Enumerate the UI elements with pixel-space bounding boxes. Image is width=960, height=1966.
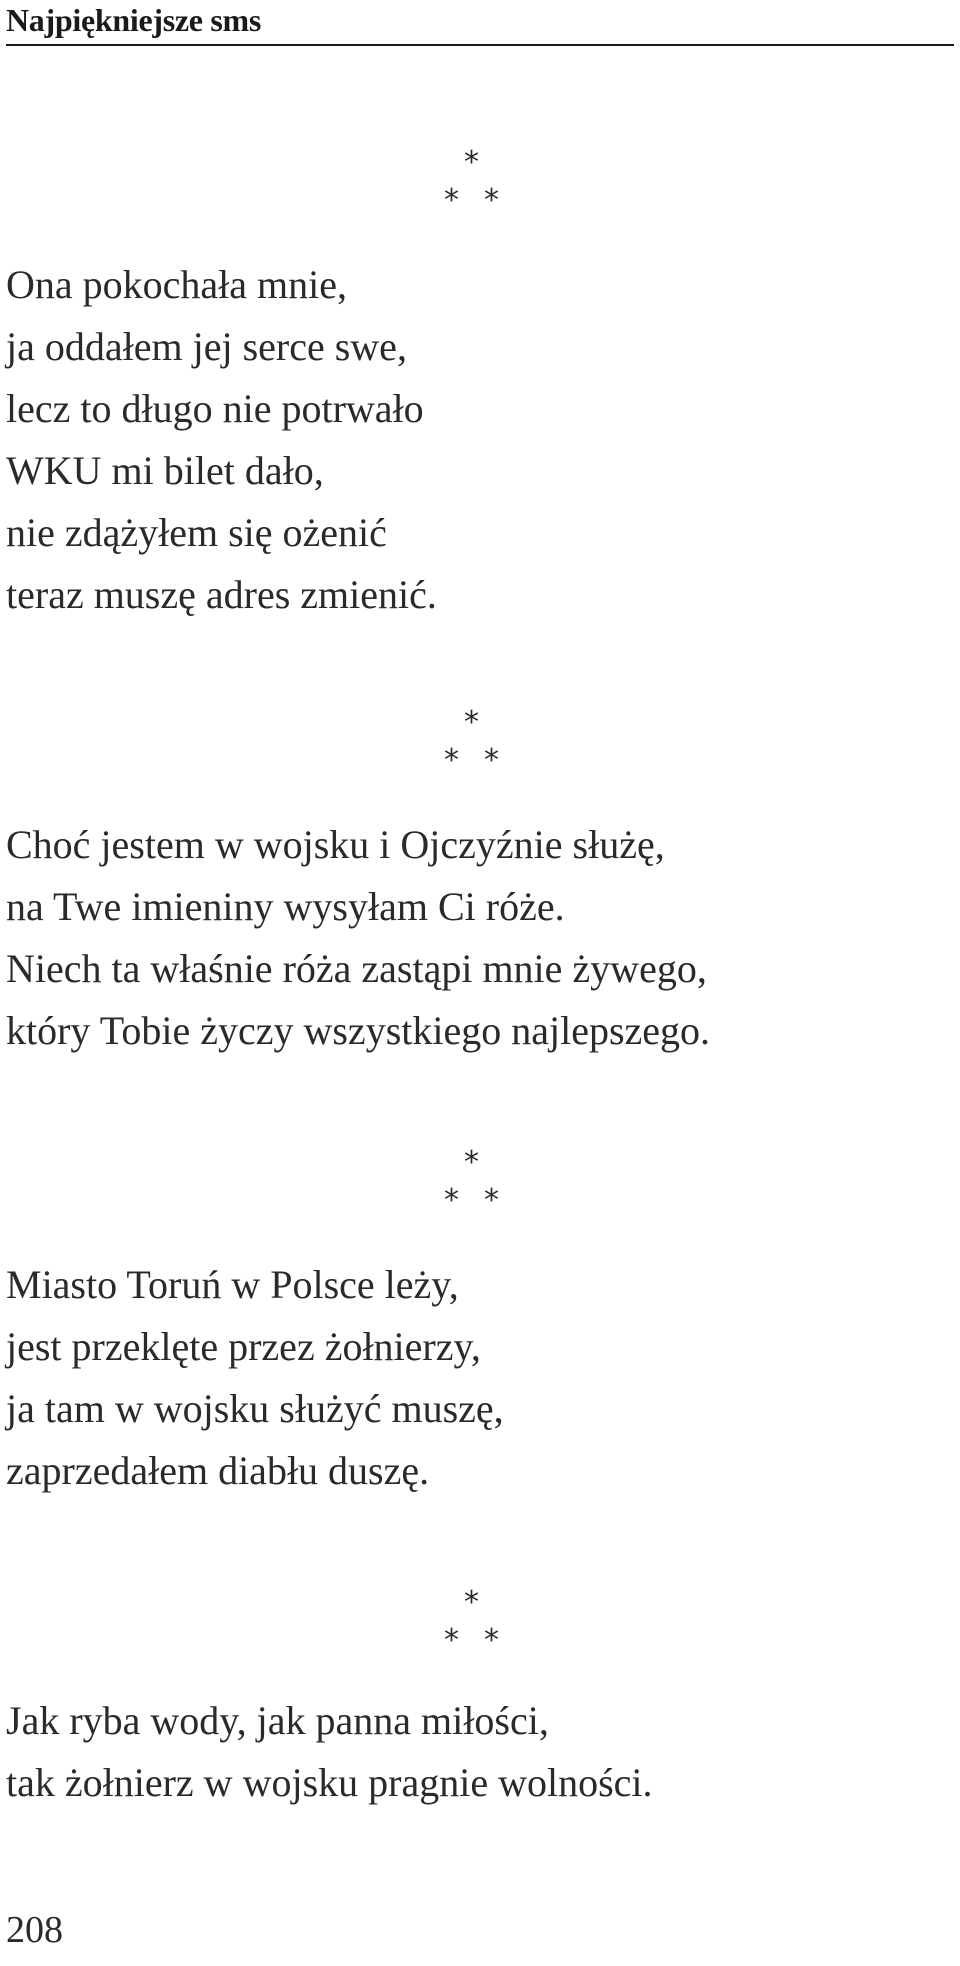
verse-line: teraz muszę adres zmienić. xyxy=(6,572,437,617)
running-header xyxy=(6,0,954,46)
verse-line: Miasto Toruń w Polsce leży, xyxy=(6,1262,459,1307)
verse-line: WKU mi bilet dało, xyxy=(6,448,324,493)
stanza xyxy=(6,1690,946,1814)
verse-line: jest przeklęte przez żołnierzy, xyxy=(6,1324,481,1369)
verse-line: ja oddałem jej serce swe, xyxy=(6,324,407,369)
asterism-star: * xyxy=(484,183,499,218)
verse-line: Jak ryba wody, jak panna miłości, xyxy=(6,1698,549,1743)
asterism-divider xyxy=(444,1145,504,1218)
stanza xyxy=(6,1254,946,1502)
verse-line: tak żołnierz w wojsku pragnie wolności. xyxy=(6,1760,653,1805)
asterism-star: * xyxy=(464,705,479,740)
verse-line: który Tobie życzy wszystkiego najlepszego. xyxy=(6,1008,711,1053)
asterism-star: * xyxy=(484,743,499,778)
asterism-star: * xyxy=(444,183,459,218)
asterism-star: * xyxy=(484,1183,499,1218)
asterism-star: * xyxy=(464,1145,479,1180)
verse-line: lecz to długo nie potrwało xyxy=(6,386,424,431)
verse-line: Choć jestem w wojsku i Ojczyźnie służę, xyxy=(6,822,665,867)
verse-line: zaprzedałem diabłu duszę. xyxy=(6,1448,430,1493)
asterism-star: * xyxy=(444,1623,459,1658)
verse-line: nie zdążyłem się ożenić xyxy=(6,510,387,555)
asterism-star: * xyxy=(464,145,479,180)
verse-line: Ona pokochała mnie, xyxy=(6,262,347,307)
stanza xyxy=(6,814,946,1062)
verse-line: ja tam w wojsku służyć muszę, xyxy=(6,1386,504,1431)
asterism-divider xyxy=(444,145,504,218)
verse-line: Niech ta właśnie róża zastąpi mnie żywego, xyxy=(6,946,707,991)
asterism-star: * xyxy=(444,1183,459,1218)
asterism-divider xyxy=(444,1585,504,1658)
header-title: Najpiękniejsze sms xyxy=(6,2,262,38)
asterism-star: * xyxy=(444,743,459,778)
verse-line: na Twe imieniny wysyłam Ci róże. xyxy=(6,884,565,929)
asterism-star: * xyxy=(464,1585,479,1620)
asterism-star: * xyxy=(484,1623,499,1658)
asterism-divider xyxy=(444,705,504,778)
page-number: 208 xyxy=(6,1909,63,1951)
stanza xyxy=(6,254,946,626)
